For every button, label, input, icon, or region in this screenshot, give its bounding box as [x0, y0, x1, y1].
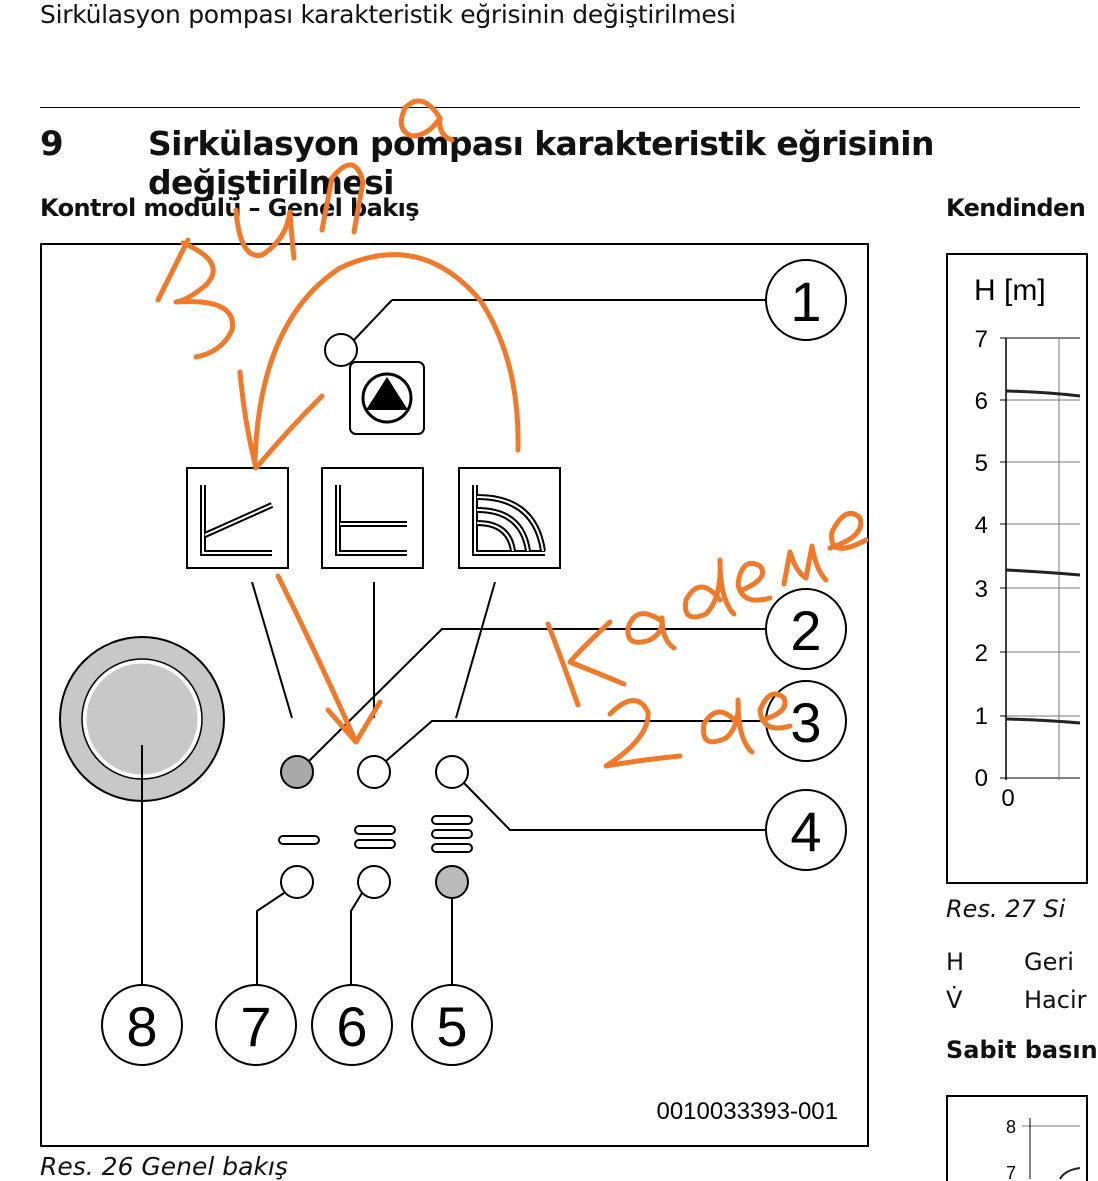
callout-1: 1: [790, 270, 822, 333]
chapter-title: Sirkülasyon pompası karakteristik eğrisinin değiştirilmesi: [148, 124, 934, 202]
section-subtitle-sabit: Sabit basın: [946, 1036, 1098, 1064]
y-tick-2: 2: [974, 640, 988, 667]
y-tick-3: 3: [974, 576, 988, 603]
section-subtitle-left: Kontrol modülü – Genel bakış: [40, 194, 419, 222]
y-tick-7: 7: [974, 326, 988, 353]
legend-value-v: Hacir: [1024, 986, 1087, 1014]
y-tick-1: 1: [974, 703, 988, 730]
callout-7: 7: [240, 995, 272, 1058]
section-subtitle-right: Kendinden: [946, 194, 1086, 222]
callout-8: 8: [126, 995, 158, 1058]
x-tick-0: 0: [1001, 785, 1015, 812]
annotation-arc: [255, 255, 518, 460]
callout-5: 5: [436, 995, 468, 1058]
chart2-tick-7: 7: [1005, 1163, 1016, 1181]
chart-axis-label: H [m]: [974, 274, 1046, 307]
callout-2: 2: [790, 599, 822, 662]
figure-caption-left: Res. 26 Genel bakış: [40, 1152, 288, 1181]
figure-code: 0010033393-001: [656, 1098, 838, 1125]
annotation-2-de: [606, 694, 790, 766]
chart2-tick-8: 8: [1005, 1117, 1016, 1137]
y-tick-0: 0: [974, 765, 988, 792]
legend-key-v: V̇: [946, 986, 963, 1014]
y-tick-5: 5: [974, 450, 988, 477]
annotation-kademe: [548, 513, 866, 705]
annotation-buna: [158, 101, 452, 357]
y-tick-6: 6: [974, 388, 988, 415]
callout-3: 3: [790, 691, 822, 754]
page-header: Sirkülasyon pompası karakteristik eğrisinin değiştirilmesi: [40, 0, 736, 29]
figure-caption-right: Res. 27 Si: [946, 895, 1066, 923]
chapter-number: 9: [40, 124, 64, 164]
legend-key-h: H: [946, 948, 965, 976]
callout-4: 4: [790, 800, 822, 863]
annotation-arrow-left: [240, 372, 322, 468]
y-tick-4: 4: [974, 512, 988, 539]
legend-value-h: Geri: [1024, 948, 1074, 976]
annotation-arrow-led: [278, 576, 356, 742]
callout-6: 6: [336, 995, 368, 1058]
